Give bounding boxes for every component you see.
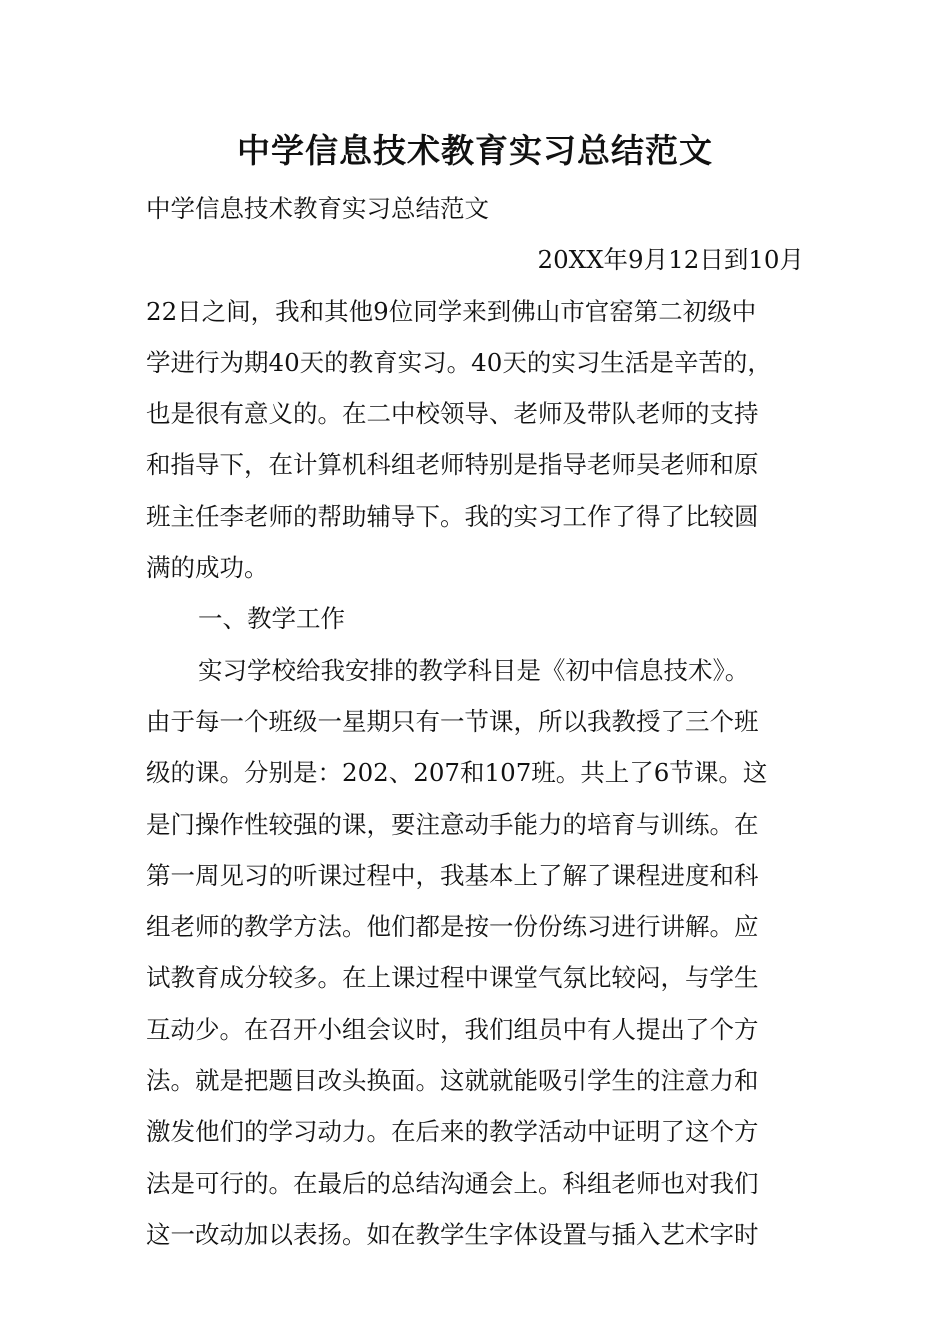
paragraph-line: 级的课。分别是：202、207和107班。共上了6节课。这	[146, 758, 768, 788]
paragraph-line: 由于每一个班级一星期只有一节课，所以我教授了三个班	[146, 706, 759, 736]
paragraph-line: 法。就是把题目改头换面。这就就能吸引学生的注意力和	[146, 1066, 759, 1096]
paragraph-line: 法是可行的。在最后的总结沟通会上。科组老师也对我们	[146, 1168, 759, 1198]
paragraph-line: 这一改动加以表扬。如在教学生字体设置与插入艺术字时	[146, 1219, 759, 1249]
document-title: 中学信息技术教育实习总结范文	[237, 131, 713, 170]
paragraph-line: 和指导下，在计算机科组老师特别是指导老师吴老师和原	[146, 450, 759, 480]
paragraph-line: 中学信息技术教育实习总结范文	[146, 194, 489, 223]
paragraph-line: 互动少。在召开小组会议时，我们组员中有人提出了个方	[146, 1014, 759, 1044]
paragraph-line: 20XX年9月12日到10月	[537, 245, 804, 275]
document-body	[146, 183, 810, 1260]
paragraph-line: 组老师的教学方法。他们都是按一份份练习进行讲解。应	[146, 912, 759, 942]
paragraph-line: 学进行为期40天的教育实习。40天的实习生活是辛苦的，	[146, 347, 772, 377]
paragraph-line: 是门操作性较强的课，要注意动手能力的培育与训练。在	[146, 809, 759, 839]
paragraph-line: 激发他们的学习动力。在后来的教学活动中证明了这个方	[146, 1117, 759, 1147]
paragraph-line: 也是很有意义的。在二中校领导、老师及带队老师的支持	[146, 399, 759, 429]
paragraph-line: 一、教学工作	[198, 604, 345, 634]
paragraph-line: 22日之间，我和其他9位同学来到佛山市官窑第二初级中	[146, 296, 757, 326]
paragraph-line: 班主任李老师的帮助辅导下。我的实习工作了得了比较圆	[146, 501, 759, 531]
paragraph-line: 试教育成分较多。在上课过程中课堂气氛比较闷，与学生	[146, 963, 759, 993]
paragraph-line: 实习学校给我安排的教学科目是《初中信息技术》。	[198, 655, 750, 685]
paragraph-line: 满的成功。	[146, 553, 269, 583]
paragraph-line: 第一周见习的听课过程中，我基本上了解了课程进度和科	[146, 860, 759, 890]
